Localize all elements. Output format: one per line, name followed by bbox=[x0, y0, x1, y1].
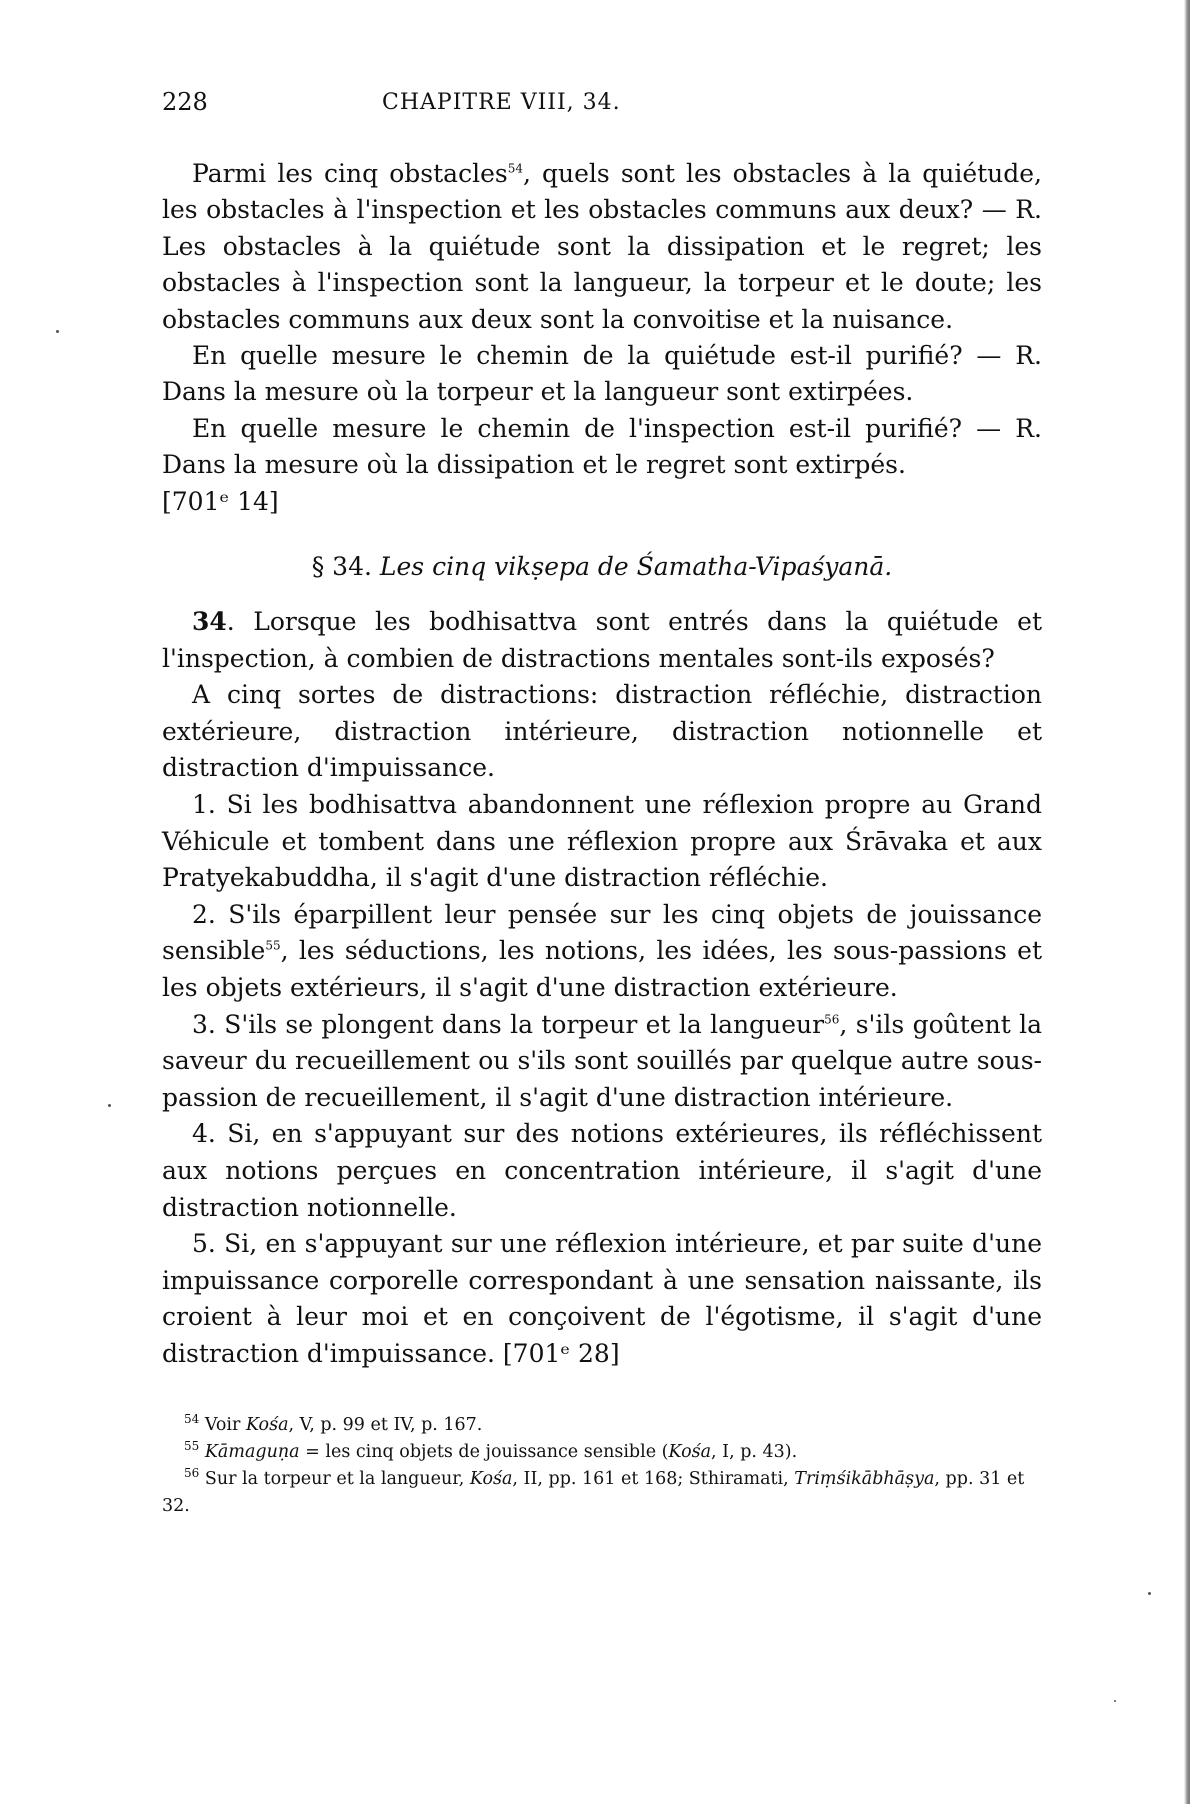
folio-reference: [701ᵉ 14] bbox=[162, 486, 279, 516]
footnote-ref-55: 55 bbox=[265, 939, 281, 954]
page-edge-shadow bbox=[1184, 0, 1190, 1804]
footnotes bbox=[162, 1412, 1042, 1520]
footnote-55: $^{55}$ Kāmaguṇa = les cinq objets de jouissance sensible (Kośa, I, p. 43). bbox=[184, 1439, 798, 1462]
folio-reference: [701ᵉ 28] bbox=[502, 1338, 620, 1368]
footnote-56: $^{56}$ Sur la torpeur et la langueur, Kośa, II, pp. 161 et 168; Sthiramati, Triṃśikābhāṣya, pp. 31 et 32. bbox=[162, 1466, 1025, 1516]
paragraph-number: 34 bbox=[192, 607, 227, 636]
footnote-ref-54: 54 bbox=[507, 161, 523, 176]
section-heading bbox=[162, 552, 1042, 581]
scan-speck bbox=[1148, 1592, 1151, 1595]
footnote-ref-56: 56 bbox=[824, 1012, 840, 1027]
item-2: 2. S'ils éparpillent leur pensée sur les cinq objets de jouissance sensible$^{55}$, les séductions, les notions, les idées, les sous-passions et les objets extérieurs, il s'agit d'une distraction extérieure. bbox=[162, 899, 1042, 1002]
page-header bbox=[162, 88, 1062, 118]
scan-speck bbox=[56, 330, 59, 333]
running-head: CHAPITRE VIII, 34. bbox=[382, 90, 621, 115]
item-5: 5. Si, en s'appuyant sur une réflexion intérieure, et par suite d'une impuissance corporelle correspondant à une sensation naissante, ils croient à leur moi et en conçoivent de l'égotisme, il s'agit d'une distraction d'impuissance. [701ᵉ 28] bbox=[162, 1229, 1042, 1368]
paragraph-34: 34. Lorsque les bodhisattva sont entrés dans la quiétude et l'inspection, à combien de distractions mentales sont-ils exposés? bbox=[162, 607, 1042, 673]
item-4: 4. Si, en s'appuyant sur des notions extérieures, ils réfléchissent aux notions perçues en concentration intérieure, il s'agit d'une distraction notionnelle. bbox=[162, 1119, 1042, 1222]
intro-text bbox=[162, 156, 1042, 520]
intro-paragraph-1: Parmi les cinq obstacles$^{54}$, quels sont les obstacles à la quiétude, les obstacles à l'inspection et les obstacles communs aux deux? — R. Les obstacles à la quiétude sont la dissipation et le regret; les obstacles à l'inspection sont la langueur, la torpeur et le doute; les obstacles communs aux deux sont la convoitise et la nuisance. bbox=[162, 159, 1043, 334]
answer-paragraph: A cinq sortes de distractions: distraction réfléchie, distraction extérieure, distraction intérieure, distraction notionnelle et distraction d'impuissance. bbox=[162, 680, 1042, 783]
item-1: 1. Si les bodhisattva abandonnent une réflexion propre au Grand Véhicule et tombent dans une réflexion propre aux Śrāvaka et aux Pratyekabuddha, il s'agit d'une distraction réfléchie. bbox=[162, 789, 1042, 893]
item-3: 3. S'ils se plongent dans la torpeur et la langueur$^{56}$, s'ils goûtent la saveur du recueillement ou s'ils sont souillés par quelque autre sous-passion de recueillement, il s'agit d'une distraction intérieure. bbox=[162, 1009, 1043, 1112]
page-number: 228 bbox=[162, 88, 208, 116]
intro-paragraph-3: En quelle mesure le chemin de l'inspection est-il purifié? — R. Dans la mesure où la dissipation et le regret sont extirpés. [701ᵉ 14] bbox=[162, 413, 1042, 516]
footnote-54: $^{54}$ Voir Kośa, V, p. 99 et IV, p. 167. bbox=[184, 1412, 483, 1435]
scan-speck bbox=[108, 1104, 111, 1107]
section-number: § 34. bbox=[311, 552, 372, 581]
section-title: Les cinq vikṣepa de Śamatha-Vipaśyanā. bbox=[379, 552, 893, 581]
scan-speck bbox=[1114, 1700, 1116, 1702]
main-text bbox=[162, 604, 1042, 1372]
intro-paragraph-2: En quelle mesure le chemin de la quiétude est-il purifié? — R. Dans la mesure où la torpeur et la langueur sont extirpées. bbox=[162, 341, 1042, 407]
